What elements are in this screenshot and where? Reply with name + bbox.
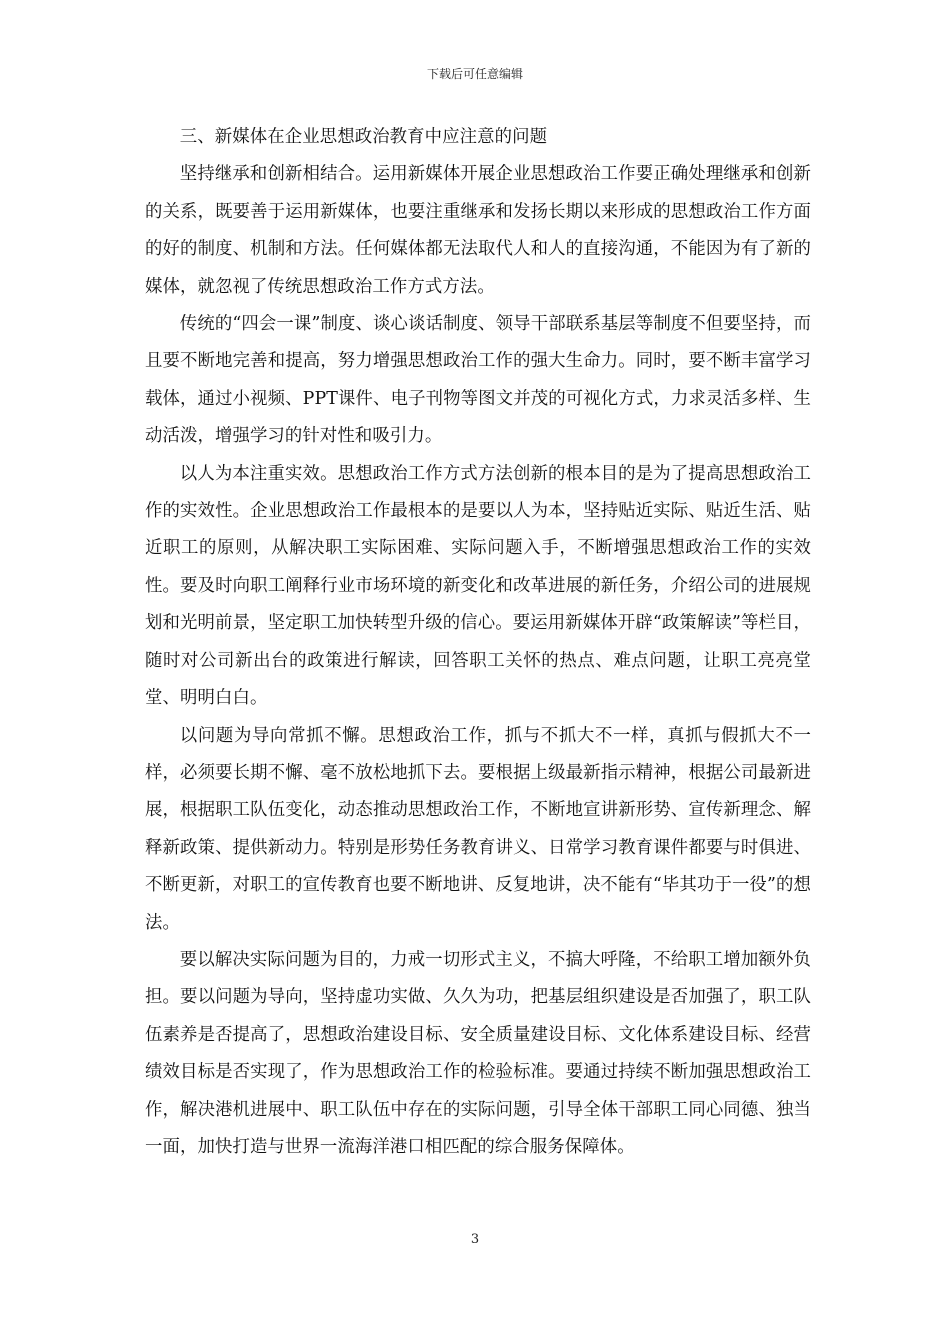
paragraph-traditional-systems: 传统的“四会一课”制度、谈心谈话制度、领导干部联系基层等制度不但要坚持，而且要不断地完善和提高，努力增强思想政治工作的强大生命力。同时，要不断丰富学习载体，通过小视频、PPT课件、电子刊物等图文并茂的可视化方式，力求灵活多样、生动活泼，增强学习的针对性和吸引力。 — [145, 314, 811, 447]
paragraph-people-oriented: 以人为本注重实效。思想政治工作方式方法创新的根本目的是为了提高思想政治工作的实效性。企业思想政治工作最根本的是要以人为本，坚持贴近实际、贴近生活、贴近职工的原则，从解决职工实际困难、实际问题入手，不断增强思想政治工作的实效性。要及时向职工阐释行业市场环境的新变化和改革进展的新任务，介绍公司的进展规划和光明前景，坚定职工加快转型升级的信心。要运用新媒体开辟“政策解读”等栏目，随时对公司新出台的政策进行解读，回答职工关怀的热点、难点问题，让职工亮亮堂堂、明明白白。 — [145, 463, 811, 709]
page-number: 3 — [470, 1232, 480, 1247]
paragraph-practical-problems: 要以解决实际问题为目的，力戒一切形式主义，不搞大呼隆，不给职工增加额外负担。要以问题为导向，坚持虚功实做、久久为功，把基层组织建设是否加强了，职工队伍素养是否提高了，思想政治建设目标、安全质量建设目标、文化体系建设目标、经营绩效目标是否实现了，作为思想政治工作的检验标准。要通过持续不断加强思想政治工作，解决港机进展中、职工队伍中存在的实际问题，引导全体干部职工同心同德、独当一面，加快打造与世界一流海洋港口相匹配的综合服务保障体。 — [145, 949, 811, 1157]
paragraph-problem-oriented: 以问题为导向常抓不懈。思想政治工作，抓与不抓大不一样，真抓与假抓大不一样，必须要长期不懈、毫不放松地抓下去。要根据上级最新指示精神，根据公司最新进展，根据职工队伍变化，动态推动思想政治工作，不断地宣讲新形势、宣传新理念、解释新政策、提供新动力。特别是形势任务教育讲义、日常学习教育课件都要与时俱进、不断更新，对职工的宣传教育也要不断地讲、反复地讲，决不能有“毕其功于一役”的想法。 — [145, 725, 811, 933]
page-header: 下载后可任意编辑 — [426, 67, 523, 81]
paragraph-inheritance-innovation: 坚持继承和创新相结合。运用新媒体开展企业思想政治工作要正确处理继承和创新的关系，既要善于运用新媒体，也要注重继承和发扬长期以来形成的思想政治工作方面的好的制度、机制和方法。任何媒体都无法取代人和人的直接沟通，不能因为有了新的媒体，就忽视了传统思想政治工作方式方法。 — [145, 164, 811, 297]
document-body — [145, 119, 811, 1166]
section-heading: 三、新媒体在企业思想政治教育中应注意的问题 — [179, 127, 548, 147]
